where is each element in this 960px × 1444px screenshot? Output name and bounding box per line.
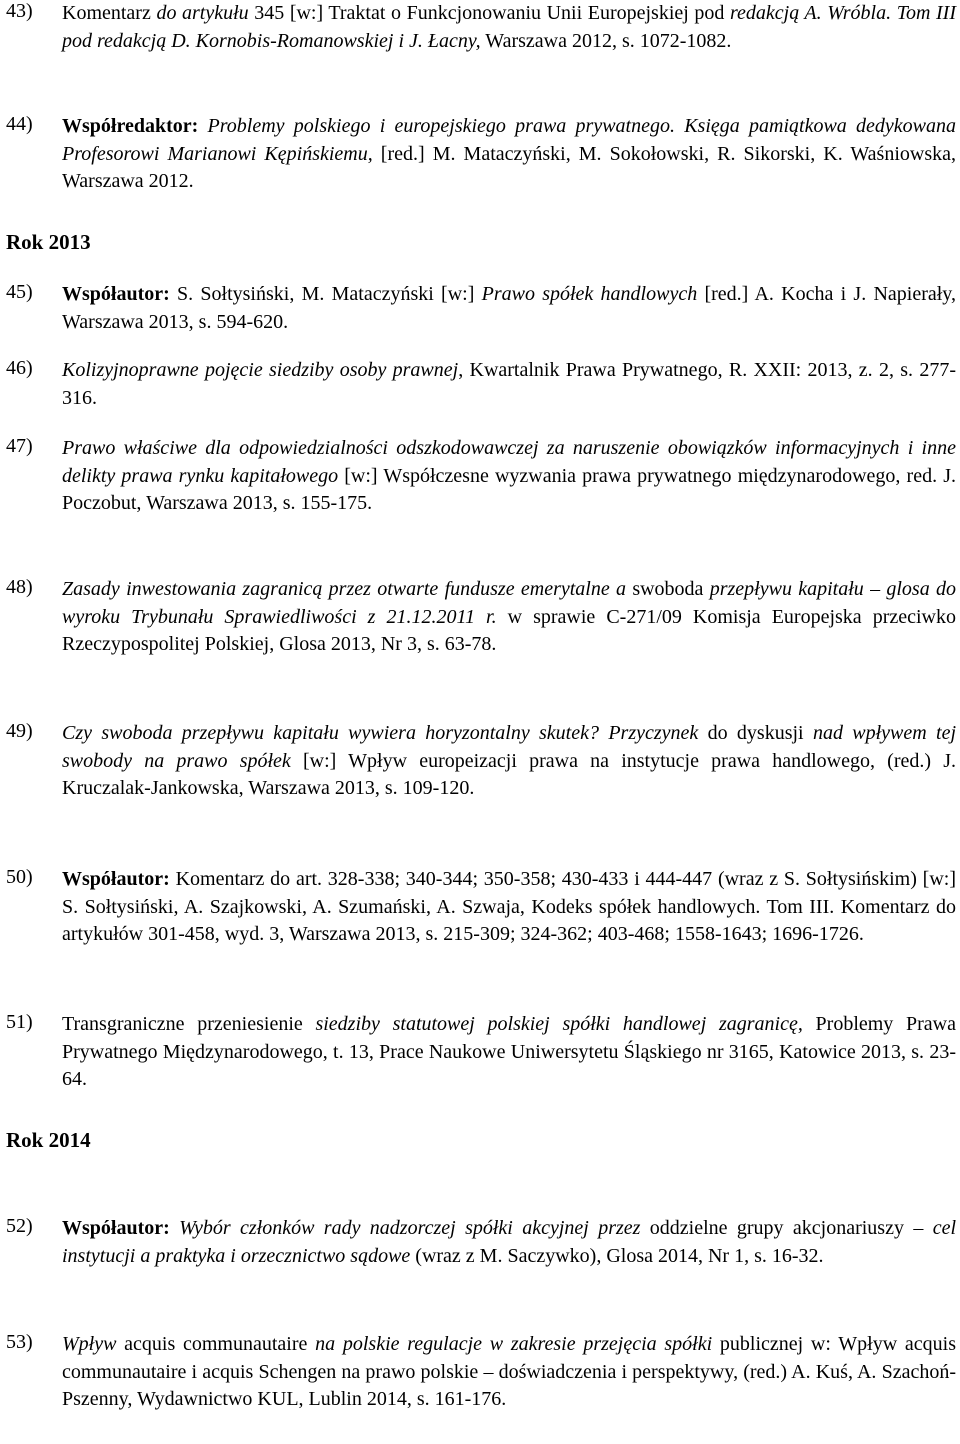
entry-number: 53) <box>6 1331 33 1353</box>
entry-46 <box>6 357 956 412</box>
entry-45 <box>6 281 956 336</box>
entry-number: 52) <box>6 1215 33 1237</box>
entry-44 <box>6 113 956 196</box>
entry-text: Transgraniczne przeniesienie siedziby statutowej polskiej spółki handlowej zagranicę, Problemy Prawa Prywatnego Międzynarodowego, t. 13, Prace Naukowe Uniwersytetu Śląskiego nr 3165, Katowice 2013, s. 23-64. <box>62 1013 956 1090</box>
entry-53 <box>6 1331 956 1414</box>
entry-number: 49) <box>6 720 33 742</box>
entry-52 <box>6 1215 956 1270</box>
entry-49 <box>6 720 956 803</box>
entry-number: 50) <box>6 866 33 888</box>
entry-text: Wpływ acquis communautaire na polskie regulacje w zakresie przejęcia spółki publicznej w: Wpływ acquis communautaire i acquis Schengen na prawo polskie – doświadczenia i perspektywy, (red.) A. Kuś, A. Szachoń-Pszenny, Wydawnictwo KUL, Lublin 2014, s. 161-176. <box>62 1333 957 1410</box>
entry-text: Współautor: Wybór członków rady nadzorczej spółki akcyjnej przez oddzielne grupy akcjonariuszy – cel instytucji a praktyka i orzecznictwo sądowe (wraz z M. Saczywko), Glosa 2014, Nr 1, s. 16-32. <box>62 1217 956 1267</box>
entry-text: Współautor: Komentarz do art. 328-338; 340-344; 350-358; 430-433 i 444-447 (wraz z S. Sołtysińskim) [w:] S. Sołtysiński, A. Szajkowski, A. Szumański, A. Szwaja, Kodeks spółek handlowych. Tom III. Komentarz do artykułów 301-458, wyd. 3, Warszawa 2013, s. 215-309; 324-362; 403-468; 1558-1643; 1696-1726. <box>62 868 956 945</box>
entry-text: Prawo właściwe dla odpowiedzialności odszkodowawczej za naruszenie obowiązków informacyjnych i inne delikty prawa rynku kapitałowego [w:] Współczesne wyzwania prawa prywatnego międzynarodowego, red. J. Poczobut, Warszawa 2013, s. 155-175. <box>62 437 956 514</box>
entry-text: Czy swoboda przepływu kapitału wywiera horyzontalny skutek? Przyczynek do dyskusji nad wpływem tej swobody na prawo spółek [w:] Wpływ europeizacji prawa na instytucje prawa handlowego, (red.) J. Kruczalak-Jankowska, Warszawa 2013, s. 109-120. <box>62 722 957 799</box>
entry-text: Zasady inwestowania zagranicą przez otwarte fundusze emerytalne a swoboda przepływu kapitału – glosa do wyroku Trybunału Sprawiedliwości z 21.12.2011 r. w sprawie C-271/09 Komisja Europejska przeciwko Rzeczypospolitej Polskiej, Glosa 2013, Nr 3, s. 63-78. <box>62 578 957 655</box>
entry-number: 44) <box>6 113 33 135</box>
entry-50 <box>6 866 956 949</box>
year-heading-2014: Rok 2014 <box>6 1128 91 1152</box>
entry-text: Współredaktor: Problemy polskiego i europejskiego prawa prywatnego. Księga pamiątkowa dedykowana Profesorowi Marianowi Kępińskiemu, [red.] M. Mataczyński, M. Sokołowski, R. Sikorski, K. Waśniowska, Warszawa 2012. <box>62 115 956 192</box>
entry-number: 45) <box>6 281 33 303</box>
entry-text: Komentarz do artykułu 345 [w:] Traktat o Funkcjonowaniu Unii Europejskiej pod redakcją A. Wróbla. Tom III pod redakcją D. Kornobis-Romanowskiej i J. Łacny, Warszawa 2012, s. 1072-1082. <box>62 2 956 52</box>
entry-number: 43) <box>6 0 33 22</box>
entry-number: 51) <box>6 1011 33 1033</box>
entry-number: 48) <box>6 576 33 598</box>
entry-number: 46) <box>6 357 33 379</box>
entry-number: 47) <box>6 435 33 457</box>
entry-48 <box>6 576 956 659</box>
year-heading-2013: Rok 2013 <box>6 230 91 254</box>
entry-text: Współautor: S. Sołtysiński, M. Mataczyński [w:] Prawo spółek handlowych [red.] A. Kocha i J. Napierały, Warszawa 2013, s. 594-620. <box>62 283 956 333</box>
entry-43 <box>6 0 956 55</box>
entry-51 <box>6 1011 956 1094</box>
entry-text: Kolizyjnoprawne pojęcie siedziby osoby prawnej, Kwartalnik Prawa Prywatnego, R. XXII: 2013, z. 2, s. 277-316. <box>62 359 956 409</box>
entry-47 <box>6 435 956 518</box>
